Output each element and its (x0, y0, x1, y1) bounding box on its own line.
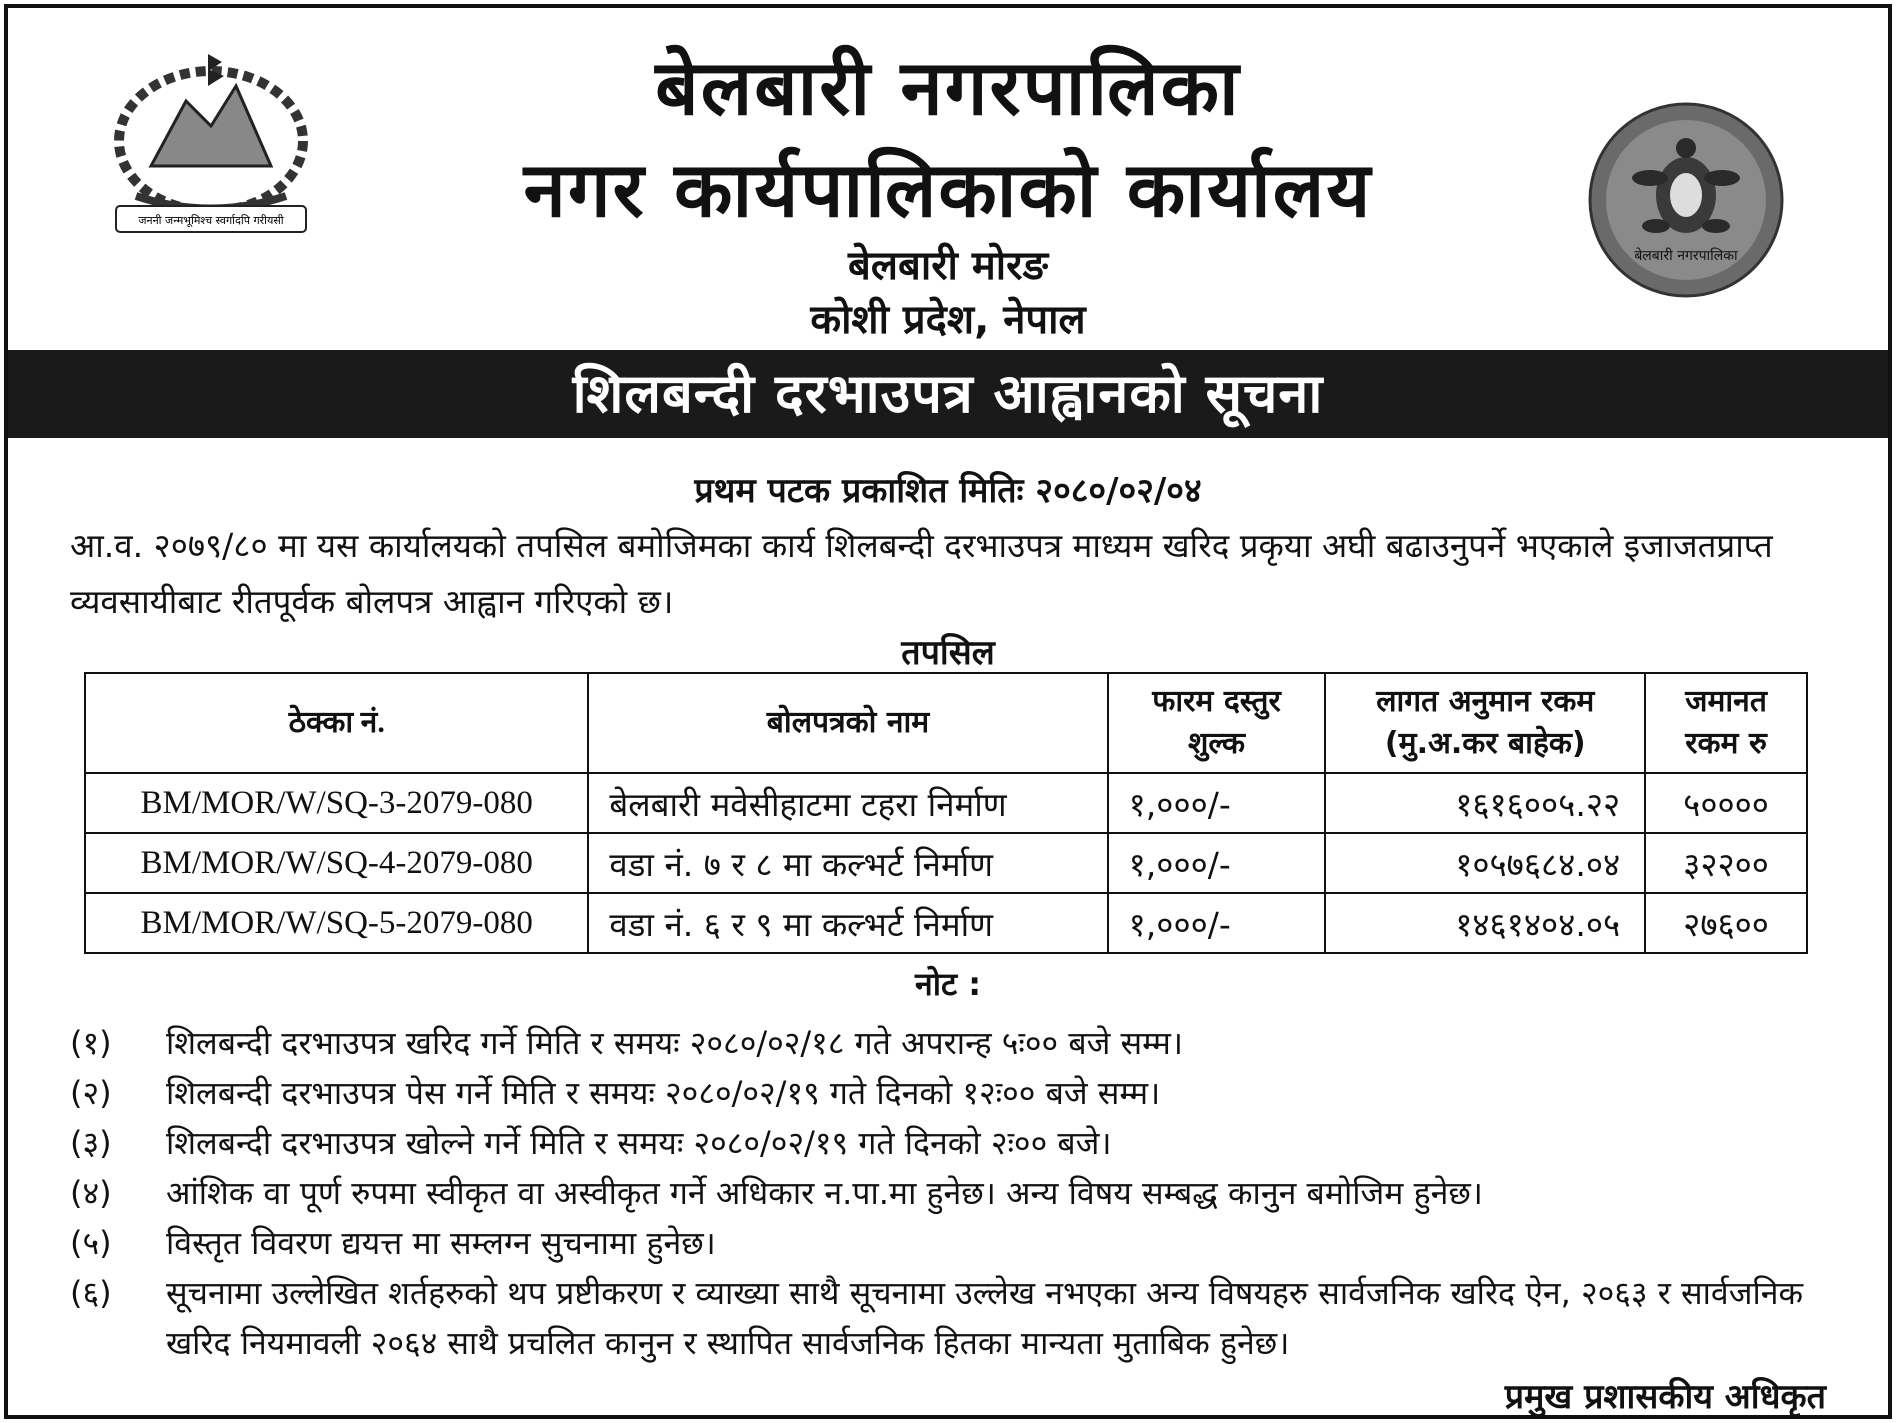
cell-security: २७६०० (1645, 893, 1807, 953)
table-row (85, 833, 1807, 893)
letterhead (8, 8, 1888, 350)
org-name-line2: नगर कार्यपालिकाको कार्यालय (523, 145, 1373, 234)
header-contract-no: ठेक्का नं. (85, 673, 588, 773)
note-number: (१) (70, 1024, 112, 1062)
table-row (85, 893, 1807, 953)
note-item (70, 1168, 1850, 1218)
seal-text: बेलबारी नगरपालिका (1634, 248, 1738, 264)
header-form-fee-l2: शुल्क (1188, 726, 1246, 761)
note-item (70, 1018, 1850, 1068)
note-number: (६) (70, 1274, 112, 1312)
cell-contract-no: BM/MOR/W/SQ-3-2079-080 (85, 773, 588, 833)
header-cost-l2: (मु.अ.कर बाहेक) (1384, 726, 1586, 761)
table-caption: तपसिल (901, 633, 995, 673)
publish-date: प्रथम पटक प्रकाशित मितिः २०८०/०२/०४ (694, 471, 1202, 511)
note-text: आंशिक वा पूर्ण रुपमा स्वीकृत वा अस्वीकृत गर्ने अधिकार न.पा.मा हुनेछ। अन्य विषय सम्बद्ध कानुन बमोजिम हुनेछ। (166, 1174, 1483, 1212)
note-number: (२) (70, 1074, 112, 1112)
cell-contract-no: BM/MOR/W/SQ-4-2079-080 (85, 833, 588, 893)
bid-table (84, 672, 1808, 954)
header-cost-estimate (1325, 673, 1645, 773)
header-security-l1: जमानत (1685, 684, 1767, 719)
cell-cost: १०५७६८४.०४ (1325, 833, 1645, 893)
cell-bid-name: बेलबारी मवेसीहाटमा टहरा निर्माण (588, 773, 1107, 833)
cell-form-fee: १,०००/- (1108, 893, 1326, 953)
cell-cost: १४६१४०४.०५ (1325, 893, 1645, 953)
notice-title: शिलबन्दी दरभाउपत्र आह्वानको सूचना (8, 350, 1888, 438)
intro-paragraph: आ.व. २०७९/८० मा यस कार्यालयको तपसिल बमोजिमका कार्य शिलबन्दी दरभाउपत्र माध्यम खरिद प्रकृया अघी बढाउनुपर्ने भएकाले इजाजतप्राप्त व्यवसायीबाट रीतपूर्वक बोलपत्र आह्वान गरिएको छ। (70, 526, 1773, 621)
cell-bid-name: वडा नं. ६ र ९ मा कल्भर्ट निर्माण (588, 893, 1107, 953)
header-form-fee (1108, 673, 1326, 773)
notice-frame (4, 4, 1892, 1419)
notes-list (70, 1018, 1850, 1368)
cell-contract-no: BM/MOR/W/SQ-5-2079-080 (85, 893, 588, 953)
address-line1: बेलबारी मोरङ (848, 243, 1048, 289)
cell-cost: १६१६००५.२२ (1325, 773, 1645, 833)
notes-title: नोट : (914, 965, 982, 1003)
note-text: शिलबन्दी दरभाउपत्र खरिद गर्ने मिति र समयः २०८०/०२/१८ गते अपरान्ह ५ः०० बजे सम्म। (166, 1024, 1184, 1062)
table-row (85, 773, 1807, 833)
signatory: प्रमुख प्रशासकीय अधिकृत (1504, 1377, 1826, 1417)
cell-form-fee: १,०००/- (1108, 773, 1326, 833)
note-item (70, 1068, 1850, 1118)
emblem-motto: जननी जन्मभूमिश्च स्वर्गादपि गरीयसी (138, 214, 284, 227)
org-name-line1: बेलबारी नगरपालिका (655, 43, 1241, 132)
address-line2: कोशी प्रदेश, नेपाल (810, 297, 1086, 343)
header-bid-name: बोलपत्रको नाम (588, 673, 1107, 773)
note-text: विस्तृत विवरण द्ययत्त मा सम्लग्न सुचनामा हुनेछ। (166, 1224, 716, 1262)
note-item (70, 1268, 1850, 1368)
header-form-fee-l1: फारम दस्तुर (1152, 684, 1281, 719)
note-number: (३) (70, 1124, 112, 1162)
municipality-seal-icon (1586, 100, 1786, 300)
cell-security: ५०००० (1645, 773, 1807, 833)
header-security (1645, 673, 1807, 773)
note-number: (५) (70, 1224, 112, 1262)
note-item (70, 1218, 1850, 1268)
note-text: सूचनामा उल्लेखित शर्तहरुको थप प्रष्टीकरण र व्याख्या साथै सूचनामा उल्लेख नभएका अन्य विषयहरु सार्वजनिक खरिद ऐन, २०६३ र सार्वजनिक खरिद नियमावली २०६४ साथै प्रचलित कानुन र स्थापित सार्वजनिक हितका मान्यता मुताबिक हुनेछ। (166, 1274, 1804, 1362)
cell-bid-name: वडा नं. ७ र ८ मा कल्भर्ट निर्माण (588, 833, 1107, 893)
note-item (70, 1118, 1850, 1168)
header-cost-l1: लागत अनुमान रकम (1376, 684, 1595, 719)
cell-security: ३२२०० (1645, 833, 1807, 893)
note-text: शिलबन्दी दरभाउपत्र खोल्ने गर्ने मिति र समयः २०८०/०२/१९ गते दिनको २ः०० बजे। (166, 1124, 1112, 1162)
note-number: (४) (70, 1174, 112, 1212)
header-security-l2: रकम रु (1685, 726, 1767, 761)
note-text: शिलबन्दी दरभाउपत्र पेस गर्ने मिति र समयः २०८०/०२/१९ गते दिनको १२ः०० बजे सम्म। (166, 1074, 1161, 1112)
cell-form-fee: १,०००/- (1108, 833, 1326, 893)
table-header-row (85, 673, 1807, 773)
